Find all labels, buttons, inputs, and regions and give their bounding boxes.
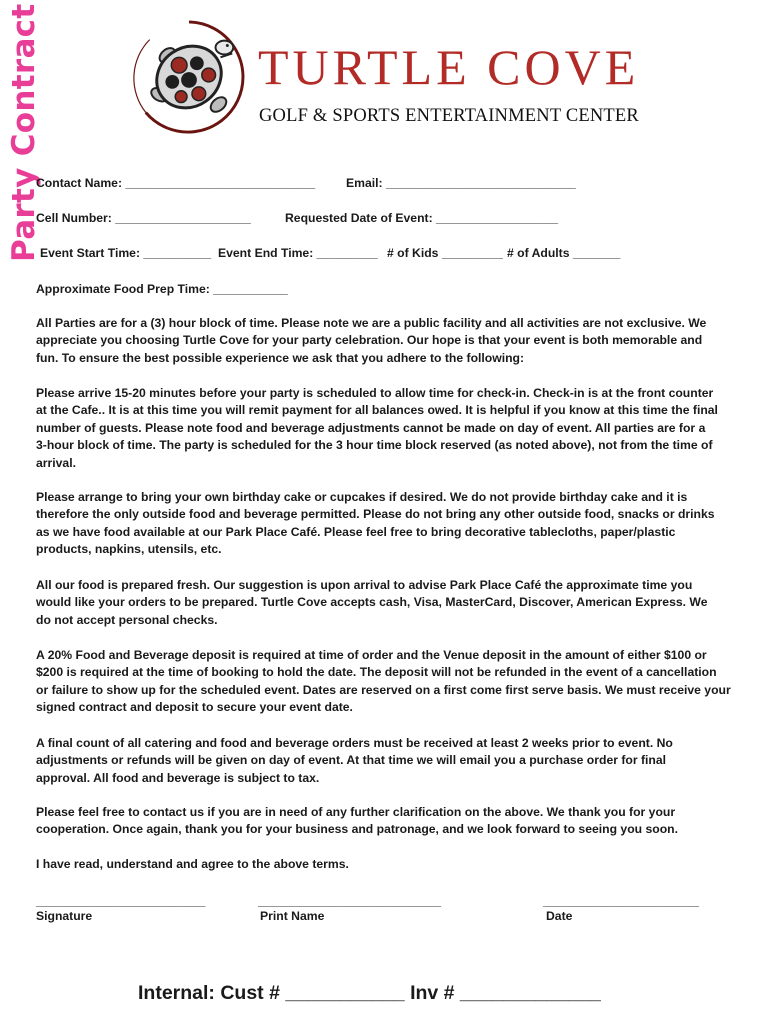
- signature-label: Signature: [36, 909, 93, 923]
- event-start-field[interactable]: Event Start Time: __________: [40, 246, 212, 260]
- email-field[interactable]: Email: ____________________________: [346, 176, 576, 190]
- signature-line[interactable]: _________________________: [36, 894, 206, 908]
- food-prep-field[interactable]: Approximate Food Prep Time: ___________: [36, 282, 288, 296]
- cake-paragraph: Please arrange to bring your own birthday cake or cupcakes if desired. We do not provide birthday cake and it is therefore the only outside food and beverage permitted. Please do not bring any other outside food, snacks or drinks as we have food available at our Park Place Café. Please feel free to bring decorative tablecloths, paper/plastic products, napkins, utensils, etc.: [36, 490, 715, 557]
- contact-row: [0, 176, 770, 194]
- cell-row: [0, 211, 770, 229]
- contact-name-field[interactable]: Contact Name: ____________________________: [36, 176, 316, 190]
- intro-paragraph: All Parties are for a (3) hour block of time. Please note we are a public facility and all activities are not exclusive. We appreciate you choosing Turtle Cove for your party celebration. Our hope is that your event is both memorable and fun. To ensure the best possible experience we ask that you adhere to the following:: [36, 316, 707, 365]
- food-prep-row: [0, 282, 770, 300]
- print-name-line[interactable]: ___________________________: [258, 894, 442, 908]
- final-count-paragraph: A final count of all catering and food and beverage orders must be received at least 2 weeks prior to event. No adjustments or refunds will be given on day of event. At that time we will email you a purchase order for final approval. All food and beverage is subject to tax.: [36, 736, 673, 785]
- requested-date-field[interactable]: Requested Date of Event: __________________: [285, 211, 559, 225]
- adults-field[interactable]: # of Adults _______: [507, 246, 621, 260]
- deposit-paragraph: A 20% Food and Beverage deposit is required at time of order and the Venue deposit in the amount of either $100 or $200 is required at the time of booking to hold the date. The deposit will not be refunded in the event of a cancellation or failure to show up for the scheduled event. Dates are reserved on a first come first serve basis. We must receive your signed contract and deposit to secure your event date.: [36, 648, 731, 715]
- date-line[interactable]: _______________________: [543, 894, 699, 908]
- brand-title: TURTLE COVE: [258, 39, 640, 95]
- internal-use-line: Internal: Cust # ___________ Inv # _____________: [138, 982, 601, 1004]
- event-end-field[interactable]: Event End Time: _________: [218, 246, 378, 260]
- kids-field[interactable]: # of Kids _________: [387, 246, 503, 260]
- party-contract-side-title: Party Contract: [6, 3, 42, 262]
- print-name-label: Print Name: [260, 909, 325, 923]
- cell-number-field[interactable]: Cell Number: ____________________: [36, 211, 251, 225]
- turtle-logo-icon: [130, 18, 248, 136]
- contact-us-paragraph: Please feel free to contact us if you are in need of any further clarification on the above. We thank you for your cooperation. Once again, thank you for your business and patronage, and we look forward to seeing you soon.: [36, 805, 678, 837]
- food-paragraph: All our food is prepared fresh. Our suggestion is upon arrival to advise Park Place Café the approximate time you would like your orders to be prepared. Turtle Cove accepts cash, Visa, MasterCard, Discover, American Express. We do not accept personal checks.: [36, 578, 708, 627]
- date-label: Date: [546, 909, 573, 923]
- agreement-text: I have read, understand and agree to the above terms.: [36, 857, 349, 871]
- brand-subtitle: GOLF & SPORTS ENTERTAINMENT CENTER: [259, 106, 639, 126]
- arrival-paragraph: Please arrive 15-20 minutes before your party is scheduled to allow time for check-in. Check-in is at the front counter at the Cafe.. It is at this time you will remit payment for all balances owed. It is helpful if you know at this time the final number of guests. Please note food and beverage adjustments cannot be made on day of event. All parties are for a 3-hour block of time. The party is scheduled for the 3 hour time block reserved (as noted above), not from the time of arrival.: [36, 386, 718, 470]
- event-time-row: [0, 246, 770, 264]
